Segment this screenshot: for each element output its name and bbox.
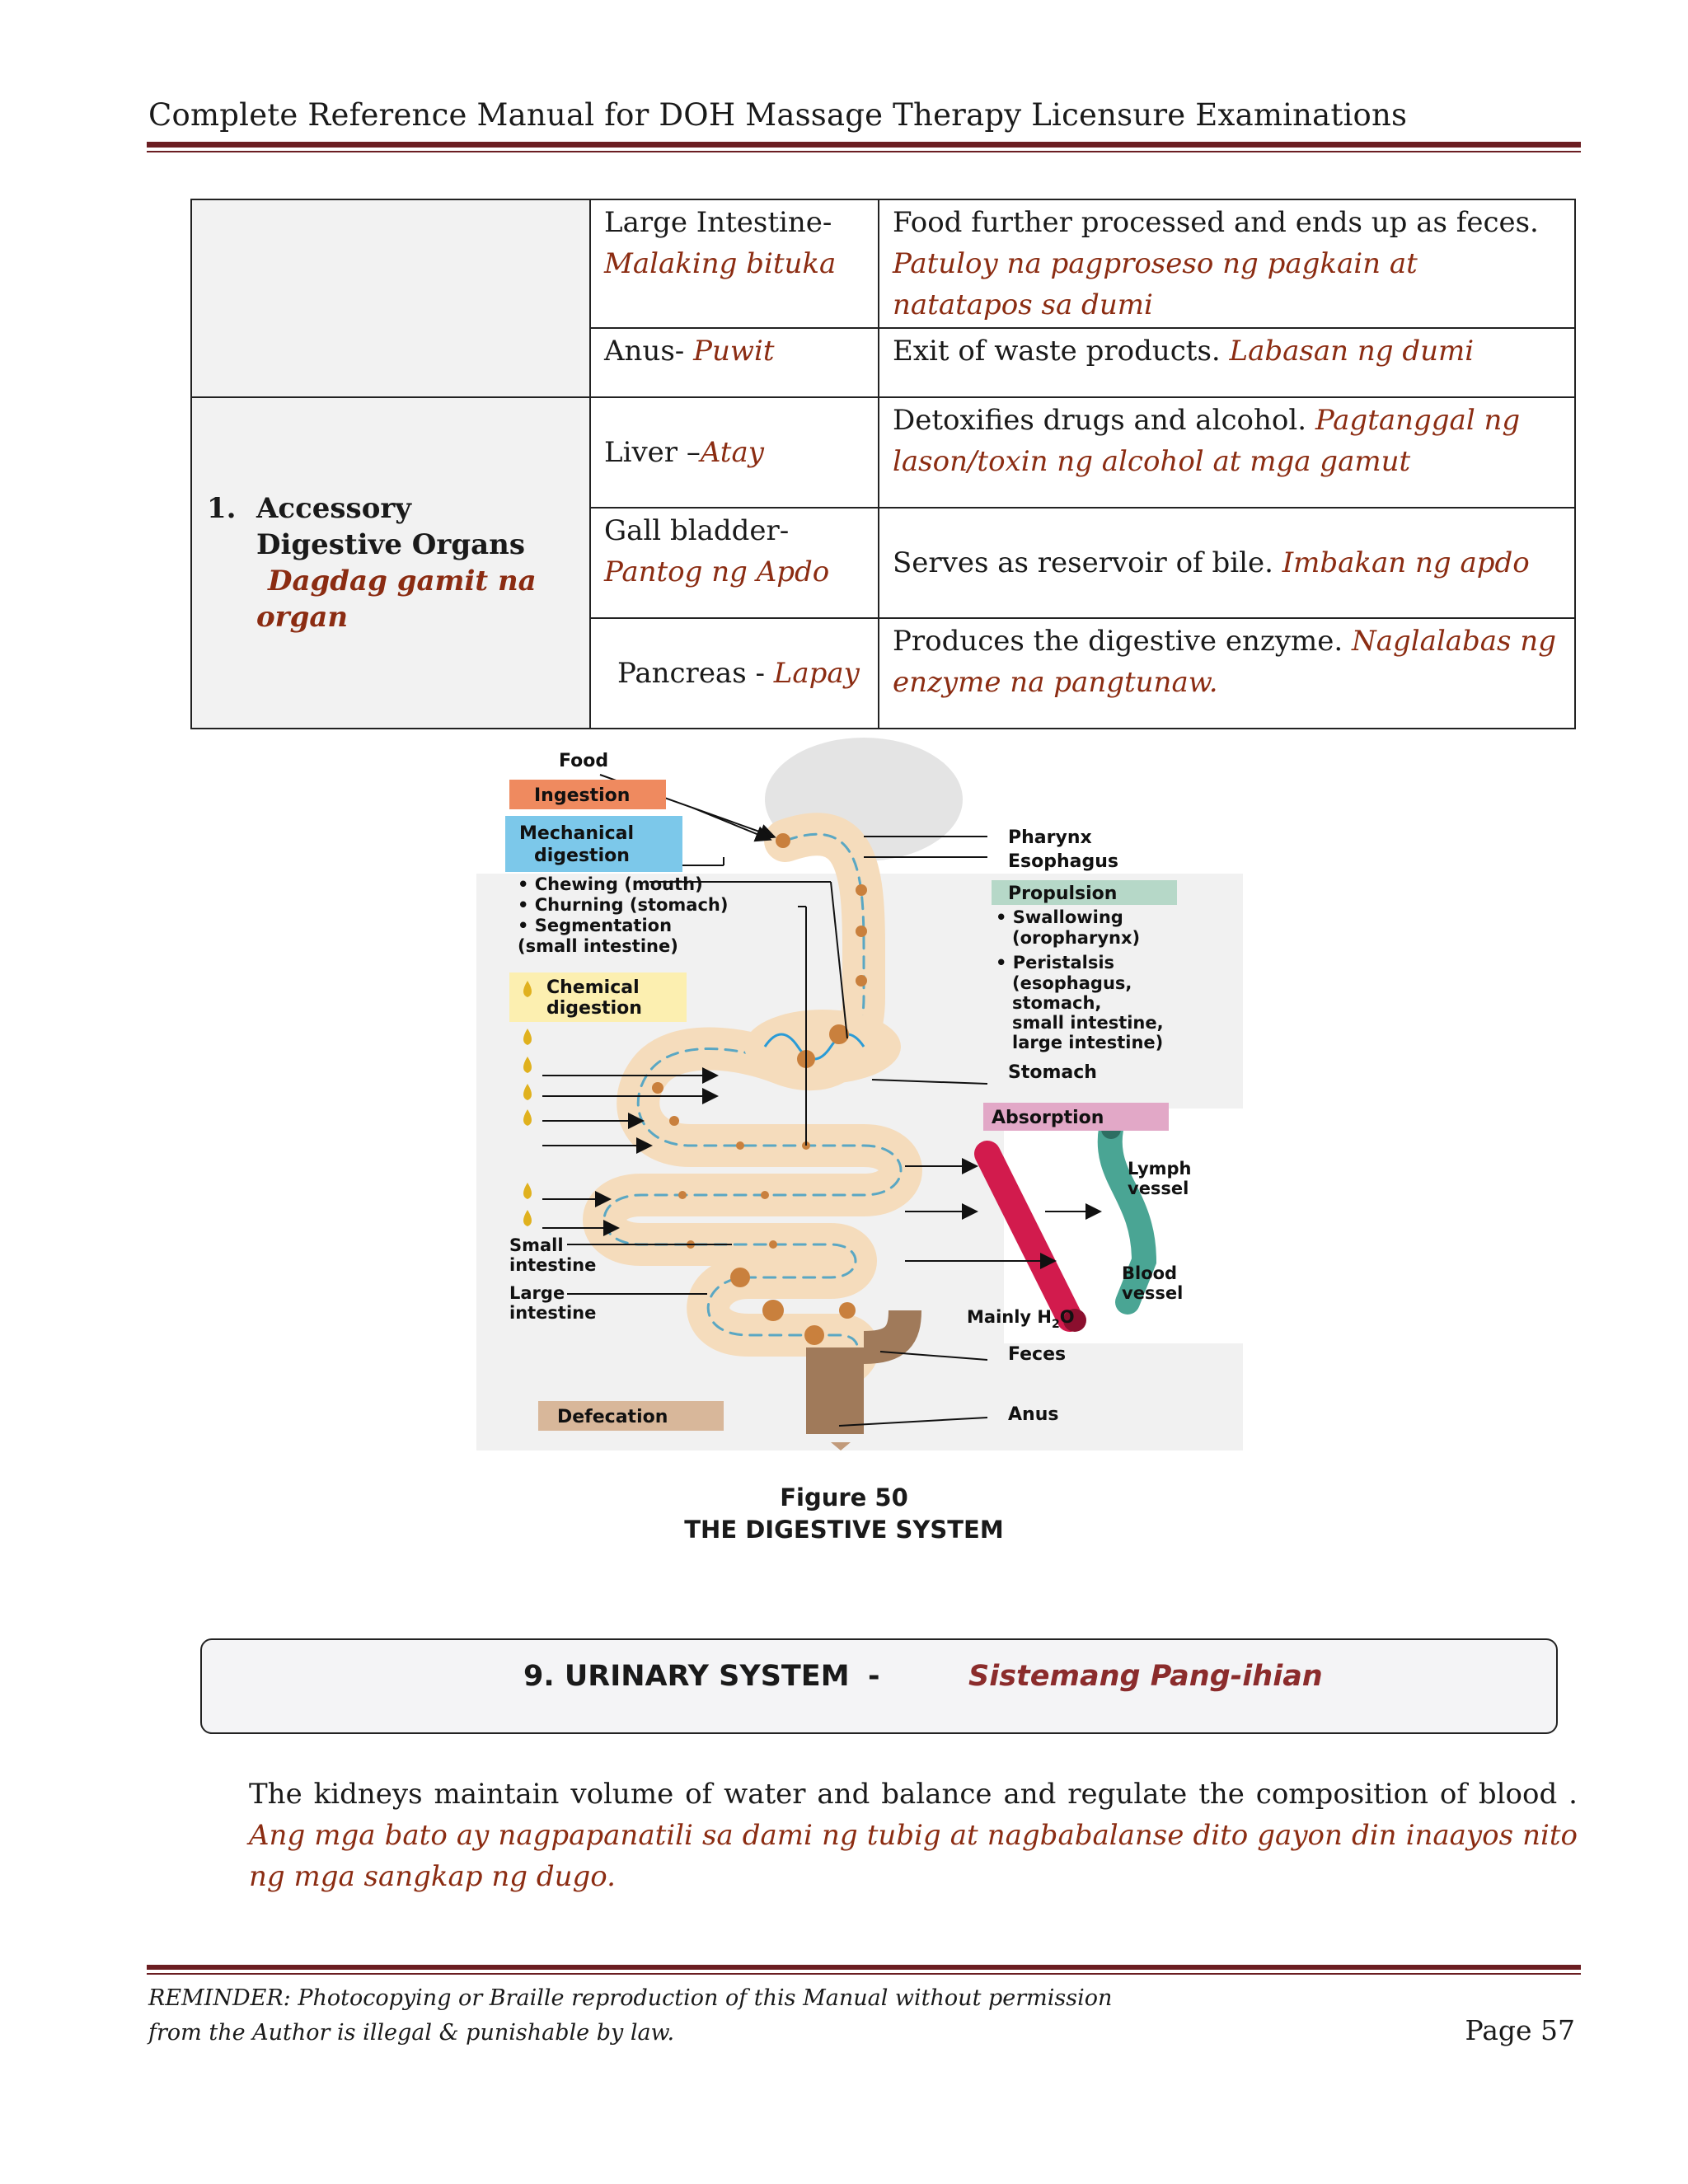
description-cell <box>879 618 1575 729</box>
label-pharynx: Pharynx <box>1008 827 1092 848</box>
page-number: Page 57 <box>1465 2014 1575 2046</box>
organ-cell <box>590 328 879 397</box>
reminder-note <box>148 1981 1112 2050</box>
urinary-text-english: The kidneys maintain volume of water and balance and regulate the composition of blood . <box>249 1778 1578 1811</box>
label-esophagus: Esophagus <box>1008 851 1118 872</box>
label-chemical-digestion: digestion <box>546 998 642 1019</box>
label-peristalsis-esophagus: (esophagus, <box>1012 973 1132 993</box>
label-peristalsis-small-intestine: small intestine, <box>1012 1013 1164 1033</box>
organ-name-filipino: Malaking bituka <box>604 247 837 280</box>
page-header-title: Complete Reference Manual for DOH Massage Therapy Licensure Examinations <box>148 97 1408 133</box>
urinary-section-header <box>200 1638 1558 1734</box>
label-ingestion: Ingestion <box>534 785 631 806</box>
organ-description: Produces the digestive enzyme. <box>893 625 1343 658</box>
organ-description: Serves as reservoir of bile. <box>893 546 1273 579</box>
description-cell <box>879 508 1575 618</box>
label-oropharynx: (oropharynx) <box>1012 928 1141 948</box>
category-title: Accessory Digestive Organs <box>256 492 525 561</box>
label-chemical: Chemical <box>546 977 640 998</box>
reminder-line-2: from the Author is illegal & punishable by law. <box>148 2020 675 2046</box>
label-large: Large <box>509 1283 565 1303</box>
organ-name: Pancreas - <box>617 657 765 690</box>
figure-number: Figure 50 <box>780 1483 908 1511</box>
reminder-line-1: REMINDER: Photocopying or Braille reproduction of this Manual without permission <box>148 1985 1113 2011</box>
stomach-shape <box>744 1010 901 1084</box>
figure-title: THE DIGESTIVE SYSTEM <box>684 1516 1004 1544</box>
label-mechanical-digestion: digestion <box>534 846 630 866</box>
label-chewing: • Chewing (mouth) <box>518 874 703 894</box>
table-row <box>191 397 1575 508</box>
organ-name-filipino: Puwit <box>693 335 775 368</box>
description-cell <box>879 397 1575 508</box>
label-propulsion: Propulsion <box>1008 883 1118 904</box>
footer-rule <box>147 1965 1581 1970</box>
description-cell <box>879 199 1575 328</box>
label-mainly-h2o: Mainly $H_2O$ <box>967 1307 1075 1331</box>
accessory-organs-category-cell <box>191 397 590 729</box>
label-small: Small <box>509 1235 564 1255</box>
label-stomach: Stomach <box>1008 1062 1097 1083</box>
label-peristalsis-stomach: stomach, <box>1012 993 1102 1013</box>
header-rule-thin <box>147 151 1581 152</box>
urinary-text-filipino: Ang mga bato ay nagpapanatili sa dami ng tubig at nagbabalanse dito gayon din inaayos nito ng mga sangkap ng dugo. <box>249 1819 1578 1893</box>
label-churning: • Churning (stomach) <box>518 895 729 915</box>
label-small-intestine: intestine <box>509 1255 597 1275</box>
category-number: 1. <box>207 492 237 525</box>
footer-rule-thin <box>147 1973 1581 1975</box>
organ-cell <box>590 199 879 328</box>
label-segmentation: • Segmentation <box>518 916 673 935</box>
label-lymph: Lymph <box>1128 1159 1192 1179</box>
label-small-intestine-paren: (small intestine) <box>518 936 678 956</box>
organ-name-filipino: Atay <box>700 436 764 469</box>
digestive-organs-table <box>190 199 1576 729</box>
organ-description-filipino: Labasan ng dumi <box>1229 335 1475 368</box>
label-large-intestine: intestine <box>509 1303 597 1323</box>
organ-description: Detoxifies drugs and alcohol. <box>893 404 1306 437</box>
label-absorption: Absorption <box>992 1108 1104 1128</box>
organ-description-filipino: Pagtanggal ng lason/toxin ng alcohol at mga gamut <box>893 404 1521 478</box>
organ-cell <box>590 508 879 618</box>
label-mechanical: Mechanical <box>519 823 634 844</box>
section-title: 9. URINARY SYSTEM <box>523 1660 850 1693</box>
organ-cell <box>590 618 879 729</box>
organ-description-filipino: Naglalabas ng enzyme na pangtunaw. <box>893 625 1556 699</box>
organ-name: Liver – <box>604 436 701 469</box>
organ-description-filipino: Patuloy na pagproseso ng pagkain at natatapos sa dumi <box>893 247 1418 321</box>
label-defecation: Defecation <box>557 1407 668 1427</box>
organ-description: Exit of waste products. <box>893 335 1221 368</box>
label-anus: Anus <box>1008 1404 1059 1425</box>
urinary-description <box>249 1774 1578 1897</box>
organ-name: Gall bladder- <box>604 514 790 547</box>
empty-category-cell <box>191 199 590 397</box>
label-blood-vessel: vessel <box>1122 1283 1184 1303</box>
label-food: Food <box>559 751 609 771</box>
organ-name-filipino: Lapay <box>773 657 860 690</box>
organ-name: Large Intestine- <box>604 206 832 239</box>
label-lymph-vessel: vessel <box>1128 1179 1189 1198</box>
organ-name: Anus- <box>604 335 685 368</box>
section-title-filipino: Sistemang Pang-ihian <box>968 1660 1323 1693</box>
description-cell <box>879 328 1575 397</box>
organ-description: Food further processed and ends up as feces. <box>893 206 1539 239</box>
organ-name-filipino: Pantog ng Apdo <box>604 555 830 588</box>
organ-cell <box>590 397 879 508</box>
label-feces: Feces <box>1008 1344 1067 1365</box>
organ-description-filipino: Imbakan ng apdo <box>1282 546 1530 579</box>
label-peristalsis: • Peristalsis <box>996 953 1115 972</box>
table-row <box>191 199 1575 328</box>
digestive-system-diagram <box>476 733 1243 1451</box>
label-peristalsis-large-intestine: large intestine) <box>1012 1033 1164 1052</box>
header-rule <box>147 142 1581 148</box>
label-blood: Blood <box>1122 1263 1178 1283</box>
section-title-dash: - <box>868 1660 880 1693</box>
rectum-shape <box>806 1347 864 1434</box>
category-title-filipino: Dagdag gamit na organ <box>256 565 537 634</box>
label-swallowing: • Swallowing <box>996 907 1123 927</box>
